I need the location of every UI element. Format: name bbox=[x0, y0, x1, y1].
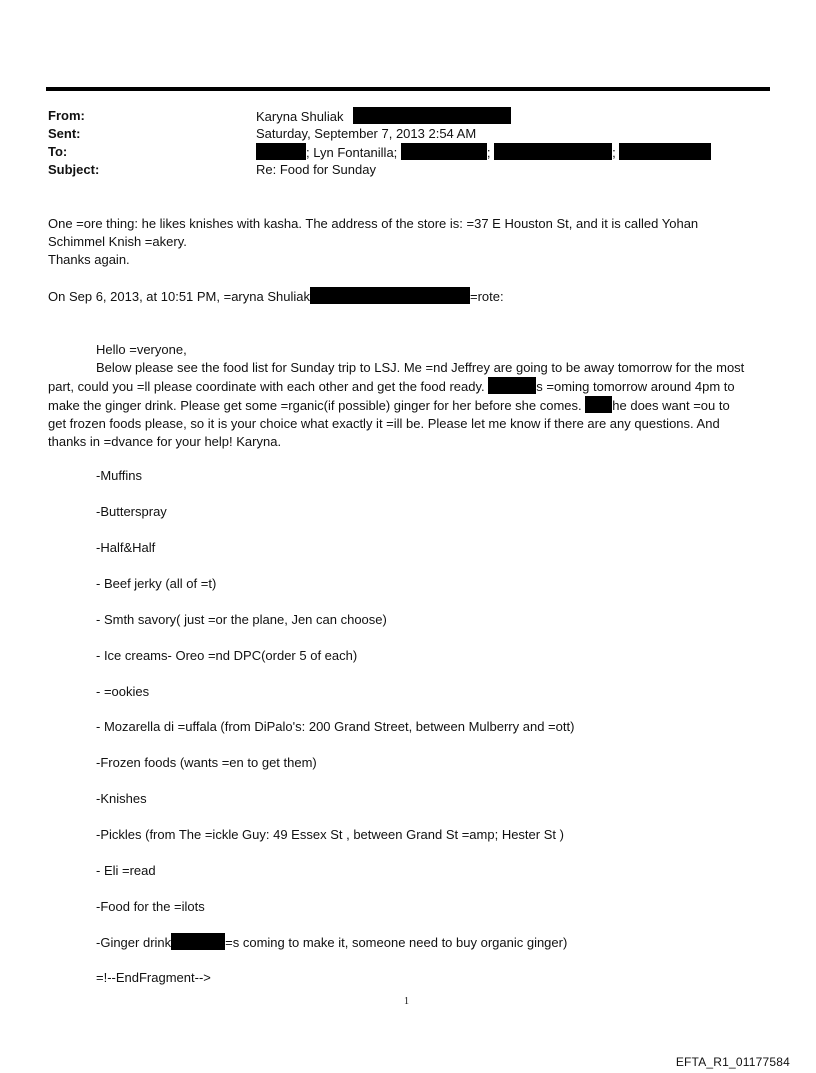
quoted-message bbox=[48, 341, 774, 451]
list-item: -Food for the =ilots bbox=[96, 899, 205, 914]
reply-line: Schimmel Knish =akery. bbox=[48, 234, 187, 249]
list-item: - Smth savory( just =or the plane, Jen can choose) bbox=[96, 612, 387, 627]
sent-label: Sent: bbox=[48, 126, 81, 141]
message-line: get frozen foods please, so it is your choice what exactly it =ill be. Please let me know if there are any questions. And bbox=[48, 416, 720, 431]
list-item: -Pickles (from The =ickle Guy: 49 Essex St , between Grand St =amp; Hester St ) bbox=[96, 827, 564, 842]
to-separator: ; bbox=[486, 145, 491, 160]
redaction-box bbox=[256, 143, 306, 160]
header-rule bbox=[46, 87, 770, 91]
list-item: - Eli =read bbox=[96, 863, 156, 878]
list-item: -Knishes bbox=[96, 791, 147, 806]
redaction-box bbox=[488, 377, 536, 394]
ginger-suffix: =s coming to make it, someone need to buy organic ginger) bbox=[225, 935, 568, 950]
quote-header-suffix: =rote: bbox=[469, 289, 504, 304]
message-line bbox=[48, 377, 774, 396]
to-recipient: ; Lyn Fontanilla; bbox=[306, 145, 398, 160]
ginger-prefix: -Ginger drink bbox=[96, 935, 172, 950]
sender-name: Karyna Shuliak bbox=[256, 109, 344, 124]
message-line: thanks in =dvance for your help! Karyna. bbox=[48, 434, 282, 449]
redaction-box bbox=[401, 143, 487, 160]
page-number: 1 bbox=[404, 996, 409, 1007]
redaction-box bbox=[494, 143, 612, 160]
greeting bbox=[48, 341, 774, 359]
list-item: - =ookies bbox=[96, 684, 150, 699]
quote-header bbox=[48, 287, 774, 306]
document-id: EFTA_R1_01177584 bbox=[675, 1055, 790, 1069]
greeting-text: Hello =veryone, bbox=[96, 342, 187, 357]
subject-label: Subject: bbox=[48, 162, 100, 177]
redaction-box bbox=[585, 396, 612, 413]
list-item: -Frozen foods (wants =en to get them) bbox=[96, 755, 317, 770]
from-value bbox=[256, 107, 511, 126]
list-item: -Half&Half bbox=[96, 540, 156, 555]
message-text: make the ginger drink. Please get some =rganic(if possible) ginger for her before she comes. bbox=[48, 398, 582, 413]
from-label: From: bbox=[48, 108, 85, 123]
list-item: - Ice creams- Oreo =nd DPC(order 5 of each) bbox=[96, 648, 358, 663]
redaction-box bbox=[171, 933, 225, 950]
list-item: -Butterspray bbox=[96, 504, 167, 519]
reply-body bbox=[48, 215, 774, 269]
redaction-box bbox=[310, 287, 470, 304]
reply-line: Thanks again. bbox=[48, 252, 130, 267]
quote-header-prefix: On Sep 6, 2013, at 10:51 PM, =aryna Shuliak bbox=[48, 289, 310, 304]
to-label: To: bbox=[48, 144, 68, 159]
message-text: part, could you =ll please coordinate with each other and get the food ready. bbox=[48, 379, 485, 394]
end-fragment: =!--EndFragment--> bbox=[96, 970, 211, 985]
redaction-box bbox=[353, 107, 511, 124]
message-line bbox=[48, 359, 774, 377]
list-item bbox=[96, 933, 567, 952]
subject-value: Re: Food for Sunday bbox=[256, 162, 376, 177]
list-item: -Muffins bbox=[96, 468, 142, 483]
list-item: - Beef jerky (all of =t) bbox=[96, 576, 217, 591]
reply-line: One =ore thing: he likes knishes with kasha. The address of the store is: =37 E Houston St, and it is called Yohan bbox=[48, 216, 699, 231]
message-text: s =oming tomorrow around 4pm to bbox=[536, 379, 735, 394]
message-line bbox=[48, 396, 774, 415]
redaction-box bbox=[619, 143, 711, 160]
list-item: - Mozarella di =uffala (from DiPalo's: 200 Grand Street, between Mulberry and =ott) bbox=[96, 719, 575, 734]
to-separator: ; bbox=[612, 145, 616, 160]
sent-value: Saturday, September 7, 2013 2:54 AM bbox=[256, 126, 477, 141]
message-text: Below please see the food list for Sunday trip to LSJ. Me =nd Jeffrey are going to be away tomorrow for the most bbox=[96, 360, 745, 375]
to-value bbox=[256, 143, 711, 162]
message-text: he does want =ou to bbox=[612, 398, 730, 413]
